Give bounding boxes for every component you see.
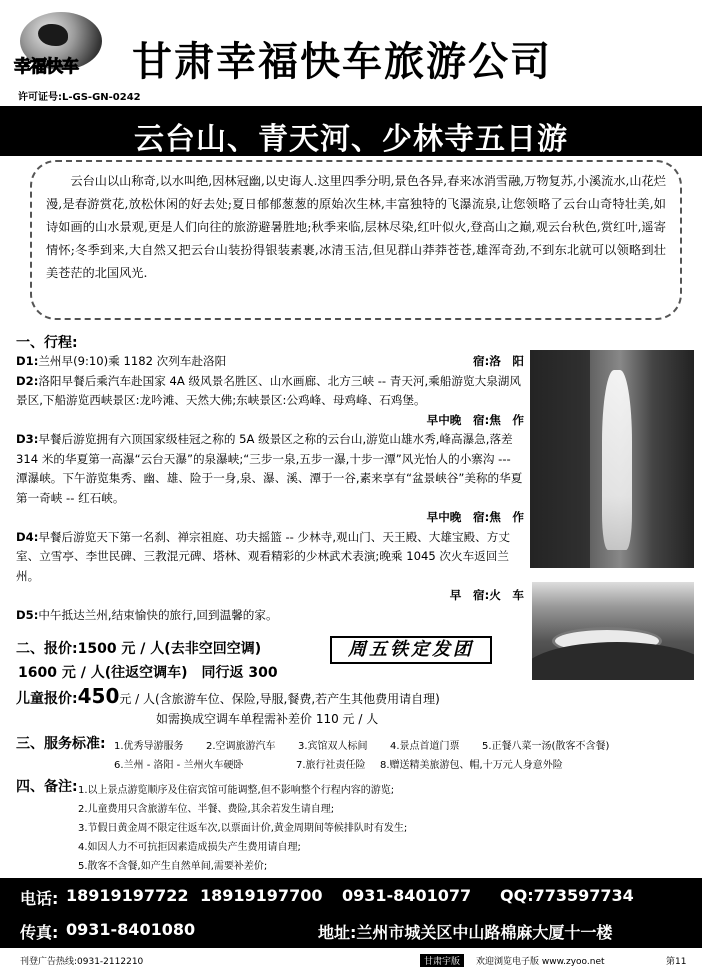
price-line-2: 1600 元 / 人(往返空调车) 同行返 300	[18, 665, 278, 681]
day-label: D5:	[16, 607, 39, 622]
day-label: D1:	[16, 354, 39, 368]
phone-label: 电话:	[20, 889, 59, 908]
day-label: D3:	[16, 432, 39, 446]
service-item: 1.优秀导游服务	[114, 741, 184, 752]
fax-number: 0931-8401080	[66, 920, 196, 939]
photo-waterfall	[602, 370, 632, 550]
child-price	[16, 684, 440, 708]
service-item: 6.兰州 - 洛阳 - 兰州火车硬卧	[114, 760, 244, 771]
day-item	[16, 430, 524, 528]
company-name: 甘肃幸福快车旅游公司	[132, 38, 552, 85]
service-item: 3.宾馆双人标间	[298, 741, 368, 752]
intro-box	[30, 160, 682, 320]
photo-rock	[530, 350, 590, 568]
day-stay: 宿:洛 阳	[472, 354, 524, 368]
tour-title: 云台山、青天河、少林寺五日游	[134, 122, 568, 157]
note-item: 3.节假日黄金周不限定往返车次,以票面计价,黄金周期间等候排队时有发生;	[78, 823, 408, 834]
service-item: 5.正餐八菜一汤(散客不含餐)	[482, 741, 610, 752]
day-item	[16, 528, 524, 606]
river-valley-photo	[532, 582, 694, 680]
day-text: 中午抵达兰州,结束愉快的旅行,回到温馨的家。	[38, 607, 278, 622]
service-item: 2.空调旅游汽车	[206, 741, 276, 752]
day-text: 早餐后游览天下第一名刹、禅宗祖庭、功夫摇篮 -- 少林寺,观山门、天王殿、大雄宝殿、方丈室、立雪亭、李世民碑、三教混元碑、塔林、观看精彩的少林武术表演;晚乘 1045 次火车返回兰州。	[16, 529, 510, 583]
day-stay: 早 宿:火 车	[449, 588, 524, 602]
price-line-1: 二、报价:1500 元 / 人(去非空回空调)	[16, 641, 262, 657]
logo-text: 幸福快车	[14, 57, 78, 77]
footer	[0, 952, 702, 970]
itinerary-list	[16, 352, 524, 625]
note-item: 2.儿童费用只含旅游车位、半餐、费险,其余若发生请自理;	[78, 804, 335, 815]
day-text: 早餐后游览拥有六顶国家级桂冠之称的 5A 级景区之称的云台山,游览山雄水秀,峰高瀑急,落差 314 米的华夏第一高瀑“云台天瀑”的泉瀑峡;“三步一泉,五步一瀑,十步一潭”风光怡人的小寨沟 --- 潭瀑峡。下午游览集秀、幽、雄、险于一身,泉、瀑、溪、潭于一谷,素来享有“盆景峡谷”美称的华夏第一奇峡 -- 红石峡。	[16, 432, 523, 505]
phone-number-3: 0931-8401077	[342, 886, 472, 905]
departure-stamp: 周五铁定发团	[330, 636, 492, 664]
day-item	[16, 606, 524, 626]
address: 地址:兰州市城关区中山路棉麻大厦十一楼	[318, 923, 613, 942]
service-item: 4.景点首道门票	[390, 741, 460, 752]
welcome-text: 欢迎浏览电子版 www.zyoo.net	[476, 957, 605, 967]
day-stay: 早中晚 宿:焦 作	[426, 412, 524, 427]
service-title: 三、服务标准:	[16, 736, 106, 752]
photo-hill	[532, 642, 694, 680]
ad-hotline: 刊登广告热线:0931-2112210	[20, 957, 144, 967]
title-banner	[0, 106, 702, 156]
contact-bar	[0, 878, 702, 948]
note-item: 5.散客不含餐,如产生自然单间,需要补差价;	[78, 861, 268, 872]
phone-number-2: 18919197700	[200, 886, 323, 905]
intro-text: 云台山以山称奇,以水叫绝,因林冠幽,以史诲人.这里四季分明,景色各异,春来冰消雪融,万物复苏,小溪流水,山花烂漫,是春游赏花,放松休闲的好去处;夏日郁郁葱葱的原始次生林,丰富独特的飞瀑流泉,让您领略了云台山奇特壮美,如诗如画的山水景观,更是人们向往的旅游避暑胜地;秋季来临,层林尽染,红叶似火,登高山之巅,观云台秋色,赏红叶,遥寄情怀;冬季到来,大自然又把云台山装扮得银装素裹,冰清玉洁,但见群山莽莽苍苍,雄浑奇劲,不到东北就可以领略到壮美苍茫的北国风光.	[46, 174, 666, 280]
phone-number-1: 18919197722	[66, 886, 189, 905]
page-number: 第11	[666, 957, 687, 967]
note-item: 1.以上景点游览顺序及住宿宾馆可能调整,但不影响整个行程内容的游览;	[78, 785, 395, 796]
license-number: 许可证号:L-GS-GN-0242	[18, 92, 141, 103]
day-label: D2:	[16, 373, 39, 388]
company-logo	[8, 8, 126, 88]
day-text: 兰州早(9:10)乘 1182 次列车赴洛阳	[38, 354, 227, 368]
waterfall-photo	[530, 350, 694, 568]
day-item	[16, 352, 524, 372]
notes-title: 四、备注:	[16, 779, 78, 795]
child-price-note: 元 / 人(含旅游车位、保险,导服,餐费,若产生其他费用请自理)	[119, 692, 440, 706]
ac-upgrade-note: 如需换成空调车单程需补差价 110 元 / 人	[156, 712, 379, 726]
child-price-value: 450	[77, 684, 120, 708]
qq-number: QQ:773597734	[500, 886, 634, 905]
edition-tag: 甘肃宇版	[420, 954, 464, 967]
child-price-label: 儿童报价:	[16, 691, 78, 707]
day-text: 洛阳早餐后乘汽车赴国家 4A 级风景名胜区、山水画廊、北方三峡 -- 青天河,乘船游览大泉湖风景区,下船游览西峡景区:龙吟滩、天然大佛;东峡景区:公鸡峰、母鸡峰、石鸡堡。	[16, 373, 521, 407]
note-item: 4.如因人力不可抗拒因素造成损失产生费用请自理;	[78, 842, 301, 853]
service-item: 8.赠送精美旅游包、帽,十万元人身意外险	[380, 760, 563, 771]
day-stay: 早中晚 宿:焦 作	[426, 510, 524, 524]
day-item	[16, 372, 524, 431]
itinerary-title: 一、行程:	[16, 335, 78, 351]
fax-label: 传真:	[20, 923, 59, 942]
day-label: D4:	[16, 529, 39, 544]
service-item: 7.旅行社责任险	[296, 760, 366, 771]
